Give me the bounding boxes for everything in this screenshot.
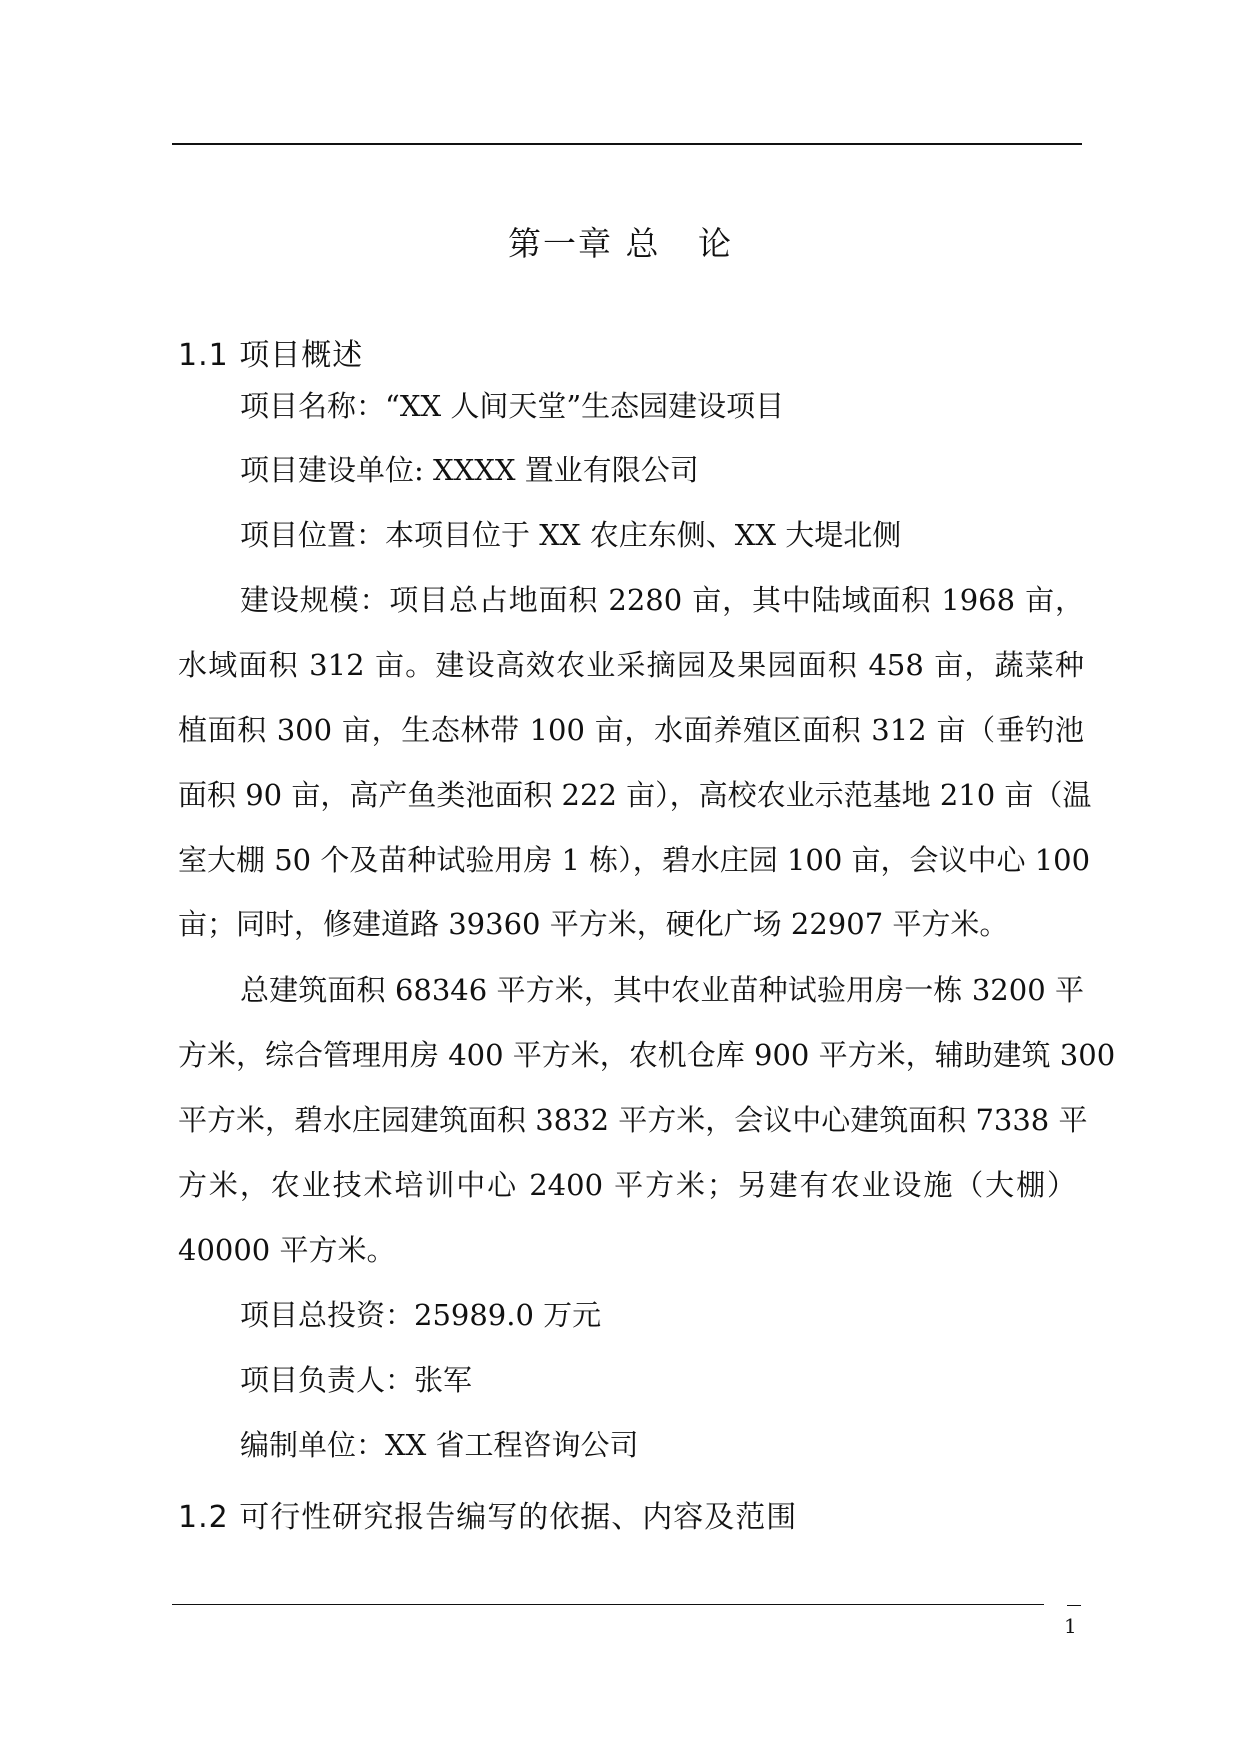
scale-paragraph-line: 亩；同时，修建道路 39360 平方米，硬化广场 22907 平方米。: [178, 907, 1009, 941]
project-location-line: 项目位置：本项目位于 XX 农庄东侧、XX 大堤北侧: [240, 518, 902, 552]
header-rule: [172, 143, 1082, 145]
scale-paragraph-line: 面积 90 亩，高产鱼类池面积 222 亩），高校农业示范基地 210 亩（温: [178, 778, 1092, 812]
project-unit-line: 项目建设单位: XXXX 置业有限公司: [240, 453, 699, 487]
investment-line: 项目总投资：25989.0 万元: [240, 1298, 602, 1332]
scale-paragraph-line: 植面积 300 亩，生态林带 100 亩，水面养殖区面积 312 亩（垂钓池: [178, 713, 1084, 747]
section-heading-1-1: 1.1 项目概述: [178, 338, 364, 373]
compiler-line: 编制单位：XX 省工程咨询公司: [240, 1428, 639, 1462]
page-number: 1: [1064, 1614, 1077, 1638]
scale-paragraph-line: 水域面积 312 亩。建设高效农业采摘园及果园面积 458 亩，蔬菜种: [178, 648, 1084, 682]
page-number-dash: [1067, 1605, 1081, 1606]
building-paragraph-line: 方米，综合管理用房 400 平方米，农机仓库 900 平方米，辅助建筑 300: [178, 1038, 1116, 1072]
section-heading-1-2: 1.2 可行性研究报告编写的依据、内容及范围: [178, 1500, 798, 1535]
scale-paragraph-line: 室大棚 50 个及苗种试验用房 1 栋），碧水庄园 100 亩，会议中心 100: [178, 843, 1091, 877]
chapter-title: 第一章 总 论: [508, 224, 733, 263]
building-paragraph-line: 总建筑面积 68346 平方米，其中农业苗种试验用房一栋 3200 平: [240, 973, 1084, 1007]
building-paragraph-line: 40000 平方米。: [178, 1233, 396, 1267]
footer-rule: [172, 1604, 1044, 1605]
project-name-line: 项目名称：“XX 人间天堂”生态园建设项目: [240, 389, 785, 423]
scale-paragraph-line: 建设规模：项目总占地面积 2280 亩，其中陆域面积 1968 亩，: [240, 583, 1084, 617]
manager-line: 项目负责人：张军: [240, 1363, 473, 1397]
building-paragraph-line: 方米，农业技术培训中心 2400 平方米；另建有农业设施（大棚）: [178, 1168, 1076, 1202]
building-paragraph-line: 平方米，碧水庄园建筑面积 3832 平方米，会议中心建筑面积 7338 平: [178, 1103, 1088, 1137]
